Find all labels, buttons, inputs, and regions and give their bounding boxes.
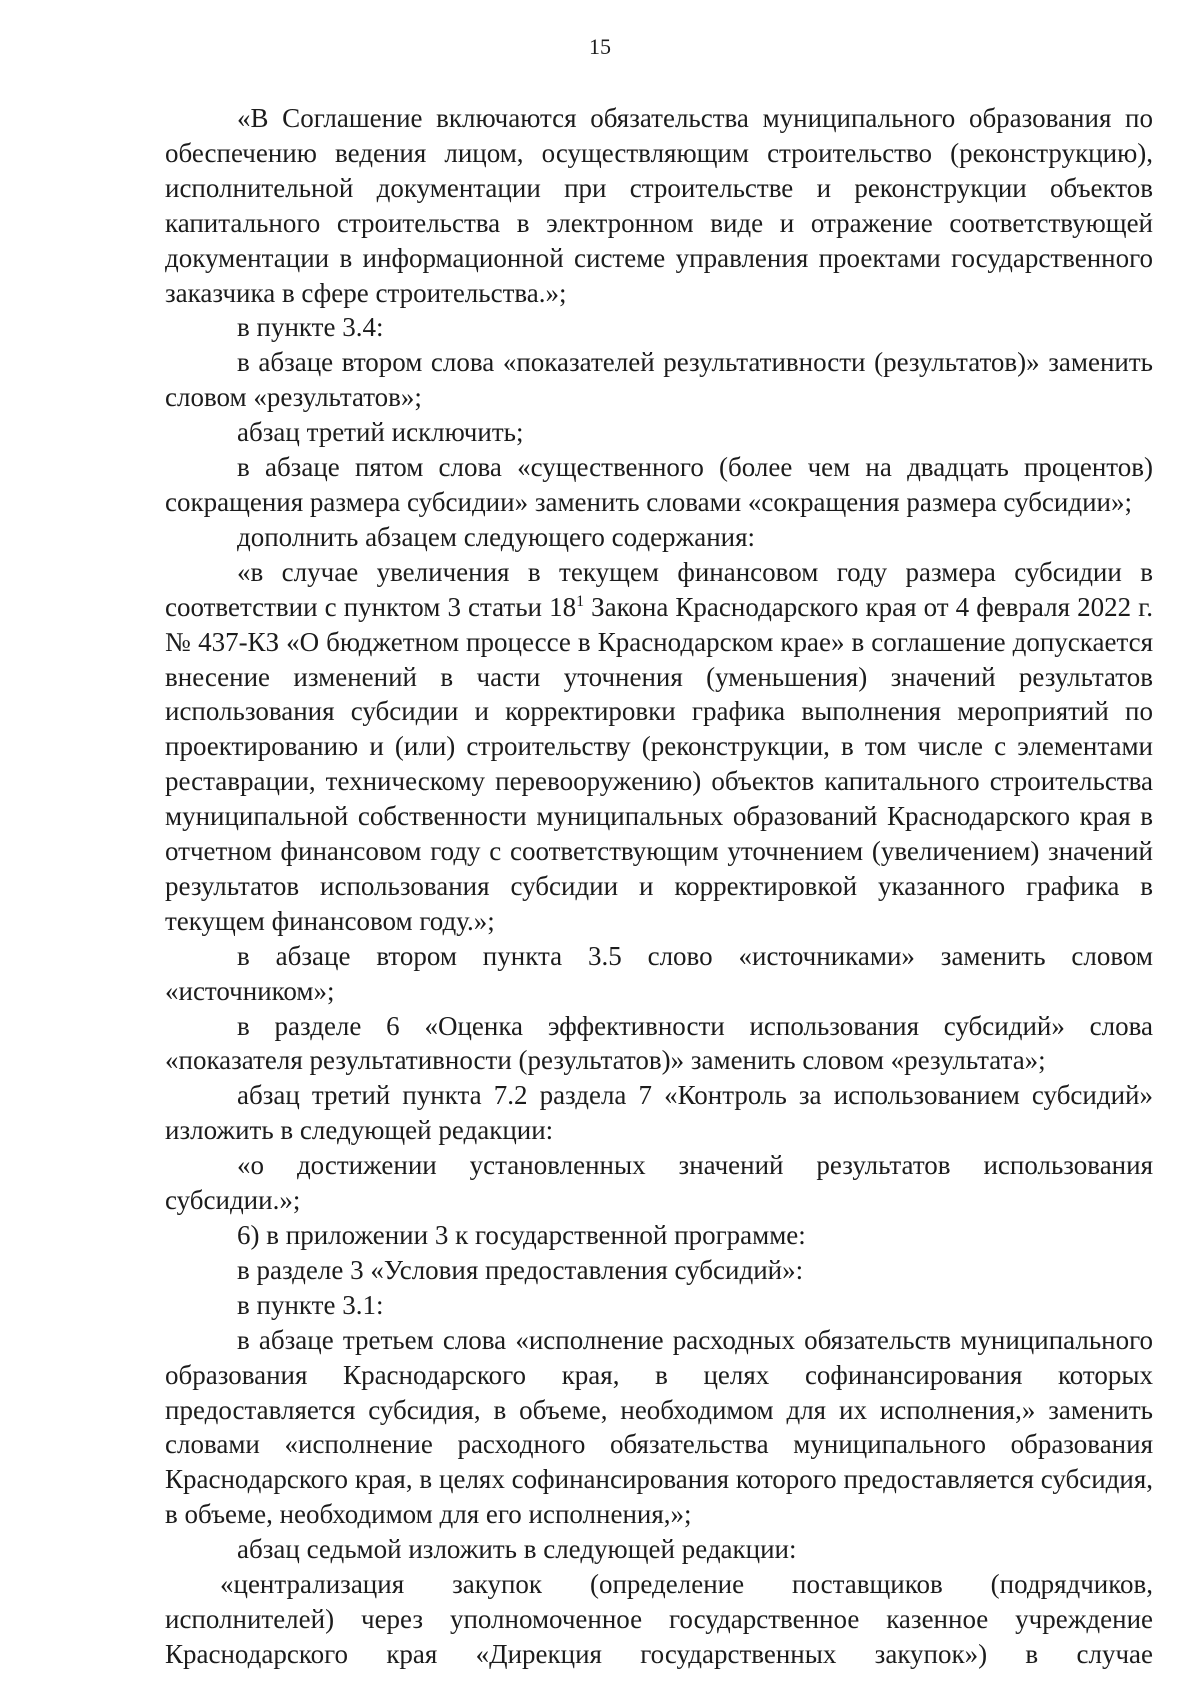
paragraph-text-part: «в случае увеличения в текущем финансовом году размера субсидии в соответствии с пунктом 3 статьи 18 [165,556,1153,622]
paragraph: в абзаце третьем слова «исполнение расходных обязательств муниципального образования Краснодарского края, в целях софинансирования которых предоставляется субсидия, в объеме, необходимом для их исполнения,» заменить словами «исполнение расходного обязательства муниципального образования Краснодарского края, в целях софинансирования которого предоставляется субсидия, в объеме, необходимом для его исполнения,»; [165,1324,1153,1530]
paragraph: «В Соглашение включаются обязательства муниципального образования по обеспечению ведения лицом, осуществляющим строительство (реконструкцию), исполнительной документации при строительстве и реконструкции объектов капитального строительства в электронном виде и отражение соответствующей документации в информационной системе управления проектами государственного заказчика в сфере строительства.»; [165,103,1153,308]
paragraph-with-footnote-reference [165,555,1153,939]
paragraph: 6) в приложении 3 к государственной программе: [237,1220,806,1250]
superscript-reference: 1 [576,592,585,610]
paragraph: «о достижении установленных значений результатов использования субсидии.»; [165,1150,1153,1216]
page-number: 15 [589,34,611,59]
paragraph: абзац третий исключить; [237,417,524,448]
paragraph: в абзаце втором слова «показателей результативности (результатов)» заменить словом «результатов»; [165,347,1153,413]
paragraph: в абзаце пятом слова «существенного (более чем на двадцать процентов) сокращения размера субсидии» заменить словами «сокращения размера субсидии»; [165,452,1153,517]
paragraph: в разделе 3 «Условия предоставления субсидий»: [237,1254,804,1285]
paragraph: в разделе 6 «Оценка эффективности использования субсидий» слова «показателя результативности (результатов)» заменить словом «результата»; [165,1010,1153,1076]
paragraph-text-part: Закона Краснодарского края от 4 февраля 2022 г. № 437-КЗ «О бюджетном процессе в Краснодарском крае» в соглашение допускается внесение изменений в части уточнения (уменьшения) значений результатов использования субсидии и корректировки графика выполнения мероприятий по проектированию и (или) строительству (реконструкции, в том числе с элементами реставрации, техническому перевооружению) объектов капитального строительства муниципальной собственности муниципальных образований Краснодарского края в отчетном финансовом году с соответствующим уточнением (увеличением) значений результатов использования субсидии и корректировкой указанного графика в текущем финансовом году.»; [165,591,1153,936]
paragraph: абзац третий пункта 7.2 раздела 7 «Контроль за использованием субсидий» изложить в следующей редакции: [165,1080,1153,1146]
paragraph: дополнить абзацем следующего содержания: [237,521,756,552]
paragraph: в пункте 3.4: [237,312,384,343]
paragraph-continued: «централизация закупок (определение поставщиков (подрядчиков, исполнителей) через уполномоченное государственное казенное учреждение Краснодарского края «Дирекция государственных закупок») в случае [165,1569,1153,1669]
document-body [165,101,1153,1672]
paragraph: в абзаце втором пункта 3.5 слово «источниками» заменить словом «источником»; [165,940,1153,1006]
paragraph: абзац седьмой изложить в следующей редакции: [237,1534,797,1565]
paragraph: в пункте 3.1: [237,1289,384,1320]
